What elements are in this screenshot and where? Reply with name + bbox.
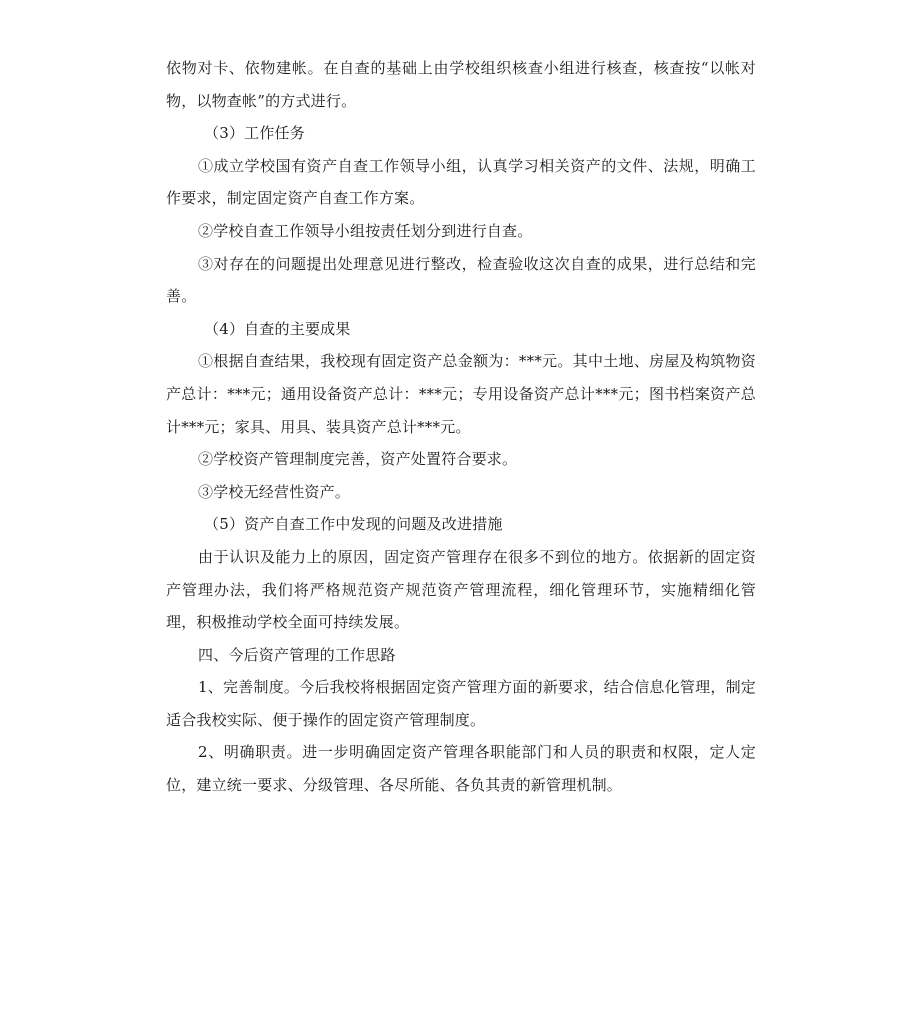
paragraph-result-3: ③学校无经营性资产。 (198, 482, 351, 501)
paragraph-task-2: ②学校自查工作领导小组按责任划分到进行自查。 (198, 221, 533, 240)
section-heading-work-tasks: （3）工作任务 (204, 124, 305, 143)
paragraph-task-1: ①成立学校国有资产自查工作领导小组，认真学习相关资产的文件、法规，明确工作要求，制定固定资产自查工作方案。 (166, 156, 756, 208)
paragraph-continuation: 依物对卡、依物建帐。在自查的基础上由学校组织核查小组进行核查，核查按“以帐对物，以物查帐”的方式进行。 (166, 59, 756, 110)
paragraph-result-2: ②学校资产管理制度完善，资产处置符合要求。 (198, 450, 518, 469)
section-heading-main-results: （4）自查的主要成果 (204, 319, 351, 338)
document-body (166, 52, 756, 802)
paragraph-result-1: ①根据自查结果，我校现有固定资产总金额为：***元。其中土地、房屋及构筑物资产总计：***元；通用设备资产总计：***元；专用设备资产总计***元；图书档案资产总计***元；家具、用具、装具资产总计***元。 (166, 352, 756, 436)
section-heading-problems-improvements: （5）资产自查工作中发现的问题及改进措施 (204, 515, 503, 534)
section-heading-future-ideas: 四、今后资产管理的工作思路 (198, 645, 396, 664)
paragraph-clarify-duties: 2、明确职责。进一步明确固定资产管理各职能部门和人员的职责和权限，定人定位，建立统一要求、分级管理、各尽所能、各负其责的新管理机制。 (166, 743, 756, 795)
paragraph-task-3: ③对存在的问题提出处理意见进行整改，检查验收这次自查的成果，进行总结和完善。 (166, 254, 756, 306)
paragraph-problems: 由于认识及能力上的原因，固定资产管理存在很多不到位的地方。依据新的固定资产管理办法，我们将严格规范资产规范资产管理流程，细化管理环节，实施精细化管理，积极推动学校全面可持续发展。 (166, 547, 756, 632)
paragraph-improve-system: 1、完善制度。今后我校将根据固定资产管理方面的新要求，结合信息化管理，制定适合我校实际、便于操作的固定资产管理制度。 (166, 678, 756, 729)
